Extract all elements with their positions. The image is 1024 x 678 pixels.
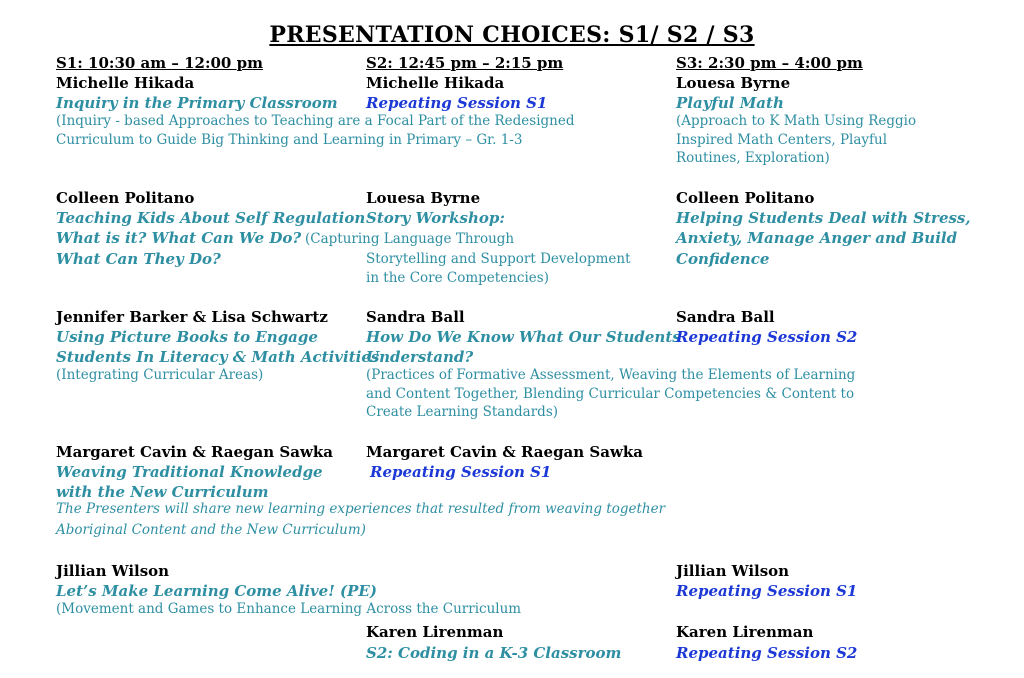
session-topic: Playful Math bbox=[676, 94, 784, 112]
presenter-name: Margaret Cavin & Raegan Sawka bbox=[56, 443, 333, 461]
session-topic: Anxiety, Manage Anger and Build bbox=[676, 229, 958, 247]
repeating-session-label: Repeating Session S1 bbox=[366, 94, 548, 112]
session-description: (Integrating Curricular Areas) bbox=[56, 367, 264, 383]
session-topic: What Can They Do? bbox=[56, 250, 221, 268]
session-description: (Capturing Language Through bbox=[305, 231, 515, 247]
session-2-header: S2: 12:45 pm – 2:15 pm bbox=[366, 54, 564, 72]
repeating-session-label: Repeating Session S1 bbox=[370, 463, 552, 481]
session-description: (Movement and Games to Enhance Learning Across the Curriculum bbox=[56, 601, 522, 617]
session-topic: Weaving Traditional Knowledge bbox=[56, 463, 323, 481]
session-topic: Inquiry in the Primary Classroom bbox=[56, 94, 338, 112]
session-topic: Using Picture Books to Engage bbox=[56, 328, 318, 346]
presenter-name: Louesa Byrne bbox=[366, 189, 481, 207]
session-description: Aboriginal Content and the New Curriculum) bbox=[56, 522, 366, 538]
session-topic: S2: Coding in a K-3 Classroom bbox=[366, 644, 622, 662]
session-topic: Students In Literacy & Math Activities bbox=[56, 348, 380, 366]
repeating-session-label: Repeating Session S2 bbox=[676, 328, 858, 346]
page-title: PRESENTATION CHOICES: S1/ S2 / S3 bbox=[269, 22, 755, 48]
presenter-name: Jillian Wilson bbox=[56, 562, 170, 580]
session-topic: Helping Students Deal with Stress, bbox=[676, 209, 971, 227]
session-topic: Let’s Make Learning Come Alive! (PE) bbox=[56, 582, 377, 600]
session-topic: Confidence bbox=[676, 250, 770, 268]
repeating-session-label: Repeating Session S2 bbox=[676, 644, 858, 662]
session-description: The Presenters will share new learning experiences that resulted from weaving together bbox=[56, 501, 666, 517]
presenter-name: Margaret Cavin & Raegan Sawka bbox=[366, 443, 643, 461]
session-topic: Story Workshop: bbox=[366, 209, 505, 227]
session-topic: with the New Curriculum bbox=[56, 483, 269, 501]
presenter-name: Jillian Wilson bbox=[676, 562, 790, 580]
session-description: (Approach to K Math Using Reggio Inspired Math Centers, Playful Routines, Exploration) bbox=[676, 113, 917, 166]
session-topic: Teaching Kids About Self Regulation bbox=[56, 209, 366, 227]
session-3-header: S3: 2:30 pm – 4:00 pm bbox=[676, 54, 863, 72]
session-description: (Practices of Formative Assessment, Weaving the Elements of Learning and Content Together, Blending Curricular Competencies & Content to Create Learning Standards) bbox=[366, 367, 856, 420]
presenter-name: Louesa Byrne bbox=[676, 74, 791, 92]
session-topic: How Do We Know What Our Students bbox=[366, 328, 681, 346]
session-description: Storytelling and Support Development in the Core Competencies) bbox=[366, 251, 631, 286]
presenter-name: Karen Lirenman bbox=[676, 623, 814, 641]
session-1-header: S1: 10:30 am – 12:00 pm bbox=[56, 54, 263, 72]
presenter-name: Michelle Hikada bbox=[366, 74, 505, 92]
presenter-name: Michelle Hikada bbox=[56, 74, 195, 92]
presenter-name: Colleen Politano bbox=[56, 189, 195, 207]
presenter-name: Jennifer Barker & Lisa Schwartz bbox=[56, 308, 328, 326]
session-description: (Inquiry - based Approaches to Teaching are a Focal Part of the Redesigned Curriculum to Guide Big Thinking and Learning in Primary – Gr. 1-3 bbox=[56, 113, 575, 148]
presenter-name: Sandra Ball bbox=[676, 308, 775, 326]
repeating-session-label: Repeating Session S1 bbox=[676, 582, 858, 600]
presenter-name: Colleen Politano bbox=[676, 189, 815, 207]
presenter-name: Karen Lirenman bbox=[366, 623, 504, 641]
session-topic: Understand? bbox=[366, 348, 474, 366]
session-topic: What is it? What Can We Do? bbox=[56, 229, 302, 247]
presenter-name: Sandra Ball bbox=[366, 308, 465, 326]
